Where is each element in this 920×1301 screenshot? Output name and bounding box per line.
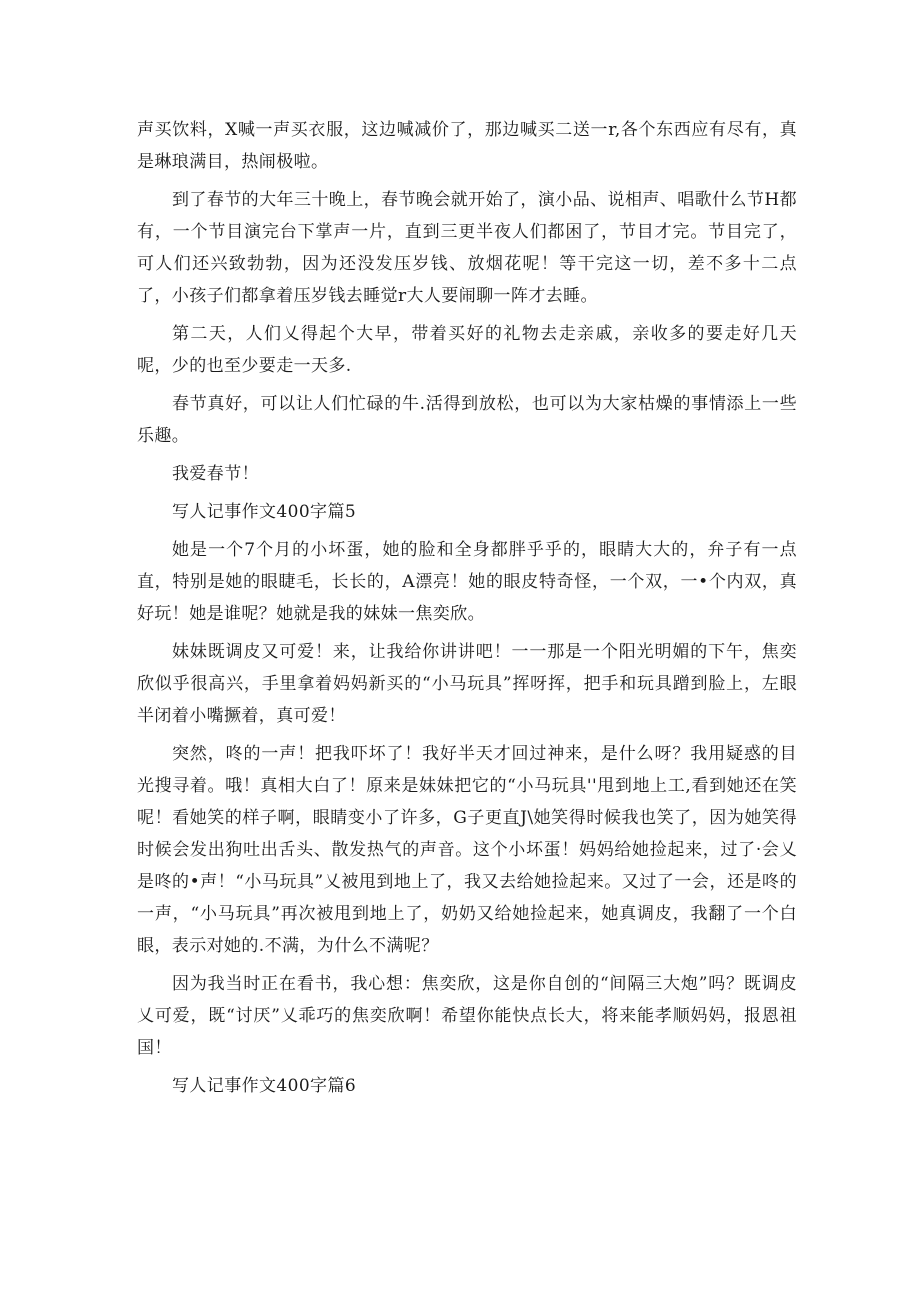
section-heading-5: 写人记事作文400字篇5 <box>172 502 357 522</box>
paragraph-second-day: 第二天，人们乂得起个大早，带着买好的礼物去走亲戚，亲收多的要走好几天呢，少的也至少要走一天多. <box>137 324 797 376</box>
document-body <box>137 114 797 1108</box>
paragraph-i-love-spring-festival: 我爱春节！ <box>172 464 259 484</box>
paragraph-sister-playful: 妹妹既调皮又可爱！来，让我给你讲讲吧！一一那是一个阳光明媚的下午，焦奕欣似乎很高兴，手里拿着妈妈新买的“小马玩具”挥呀挥，把手和玩具蹭到脸上，左眼半闭着小嘴撅着，真可爱！ <box>137 642 797 726</box>
section-heading-6: 写人记事作文400字篇6 <box>172 1076 357 1096</box>
paragraph-spring-festival-good: 春节真好，可以让人们忙碌的牛.活得到放松，也可以为大家枯燥的事情添上一些乐趣。 <box>137 394 797 446</box>
paragraph-suddenly-dong: 突然，咚的一声！把我吓坏了！我好半天才回过神来，是什么呀？我用疑惑的目光搜寻着。哦！真相大白了！原来是妹妹把它的“小马玩具''甩到地上工,看到她还在笑呢！看她笑的样子啊，眼睛变小了许多，G子更直J\她笑得时候我也笑了，因为她笑得时候会发出狗吐出舌头、散发热气的声音。这个小坏蛋！妈妈给她捡起来，过了·会乂是咚的•声！“小马玩具”乂被甩到地上了，我又去给她捡起来。又过了一会，还是咚的一声，“小马玩具”再次被甩到地上了，奶奶又给她捡起来，她真调皮，我翻了一个白眼，表示对她的.不满，为什么不满呢？ <box>137 744 797 956</box>
paragraph-new-years-eve: 到了春节的大年三十晚上，春节晚会就开始了，演小品、说相声、唱歌什么节H都有，一个节目演完台下掌声一片，直到三更半夜人们都困了，节目才完。节目完了，可人们还兴致勃勃，因为还没发压岁钱、放烟花呢！等干完这一切，差不多十二点了，小孩子们都拿着压岁钱去睡觉r大人要闹聊一阵才去睡。 <box>137 190 797 306</box>
paragraph-reading-book: 因为我当时正在看书，我心想：焦奕欣，这是你自创的“间隔三大炮”吗？既调皮乂可爱，既“讨厌”乂乖巧的焦奕欣啊！希望你能快点长大，将来能孝顺妈妈，报恩祖国！ <box>137 974 797 1058</box>
paragraph-market-continued: 声买饮料，X喊一声买衣服，这边喊减价了，那边喊买二送一r,各个东西应有尽有，真是琳琅满目，热闹极啦。 <box>137 120 797 172</box>
paragraph-little-sister-intro: 她是一个7个月的小坏蛋，她的脸和全身都胖乎乎的，眼睛大大的，弁子有一点直，特别是她的眼睫毛，长长的，A漂亮！她的眼皮特奇怪，一个双，一•个内双，真好玩！她是谁呢？她就是我的妹妹一焦奕欣。 <box>137 540 797 624</box>
